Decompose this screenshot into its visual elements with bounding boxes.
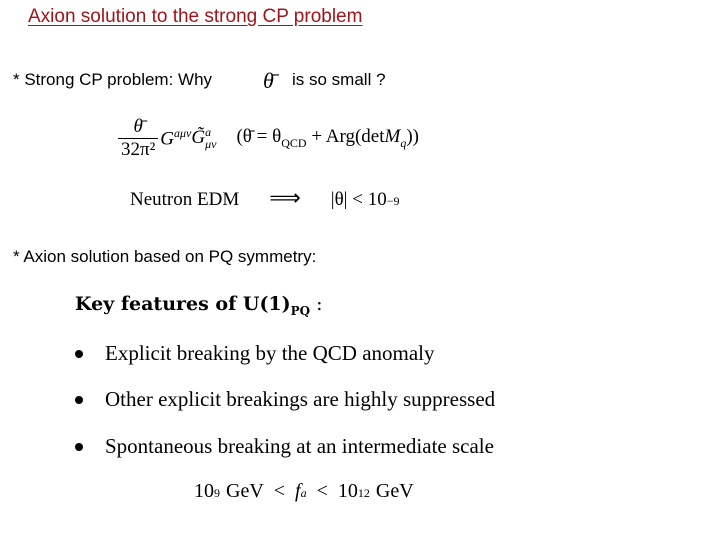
gluon-field-strength — [160, 126, 191, 150]
gtilde-superscript: a — [205, 125, 212, 139]
neutron-edm-constraint — [130, 185, 400, 211]
theta-fraction — [118, 116, 158, 161]
g-symbol: G — [160, 128, 175, 150]
gtilde-symbol: G̃ — [191, 127, 206, 148]
bullet-icon — [75, 350, 83, 358]
fraction-numerator: θ̄ — [133, 115, 143, 137]
theta-bound: |θ| < 10 — [330, 189, 387, 210]
lower-bound-unit: GeV — [226, 480, 264, 502]
fraction-denominator: 32π² — [121, 138, 156, 160]
feature-text: Other explicit breakings are highly suppressed — [105, 387, 496, 411]
feature-text: Explicit breaking by the QCD anomaly — [105, 341, 435, 365]
theta-def-close: )) — [406, 125, 419, 147]
neutron-edm-label: Neutron EDM — [130, 189, 240, 210]
bullet-icon — [75, 443, 83, 451]
theta-bar-symbol: θ̄ — [263, 68, 274, 93]
gtilde-indices — [205, 126, 216, 150]
less-than-symbol: < — [316, 480, 328, 502]
bullet-icon — [75, 396, 83, 404]
upper-bound-unit: GeV — [375, 480, 414, 502]
qcd-subscript: QCD — [281, 135, 307, 150]
strong-cp-prefix: * Strong CP problem: Why — [13, 70, 213, 89]
feature-item — [75, 341, 435, 366]
arg-det: + Arg(det — [306, 125, 385, 147]
feature-item — [75, 387, 495, 412]
feature-text: Spontaneous breaking at an intermediate scale — [105, 434, 494, 458]
decay-constant-subscript: a — [300, 486, 307, 500]
implies-arrow: ⟹ — [269, 185, 301, 210]
decay-constant-range — [194, 480, 414, 503]
less-than-symbol: < — [273, 480, 286, 502]
axion-solution-line: * Axion solution based on PQ symmetry: — [13, 247, 317, 266]
key-features-text: Key features of U(1) — [75, 293, 291, 315]
dual-field-strength — [191, 126, 216, 150]
theta-bound-exponent: −9 — [386, 194, 400, 208]
strong-cp-question — [13, 70, 212, 90]
strong-cp-suffix: is so small ? — [292, 70, 386, 89]
quark-subscript: q — [400, 135, 407, 150]
theta-term-equation — [118, 110, 419, 166]
theta-definition — [236, 126, 419, 151]
mass-matrix-symbol: M — [384, 125, 401, 147]
lower-bound-base: 10 — [194, 480, 214, 502]
upper-bound-base: 10 — [337, 480, 358, 502]
theta-def-open: (θ̄ = θ — [236, 125, 282, 147]
gtilde-subscript: μν — [205, 137, 217, 151]
feature-item — [75, 434, 494, 459]
key-features-heading — [75, 293, 323, 318]
upper-bound-exponent: 12 — [357, 486, 370, 500]
lower-bound-exponent: 9 — [214, 486, 220, 500]
pq-subscript: PQ — [290, 303, 311, 318]
page-title: Axion solution to the strong CP problem — [28, 6, 363, 27]
g-superscript: aμν — [174, 125, 192, 140]
decay-constant-symbol: f — [295, 480, 301, 502]
heading-colon: : — [310, 293, 323, 315]
